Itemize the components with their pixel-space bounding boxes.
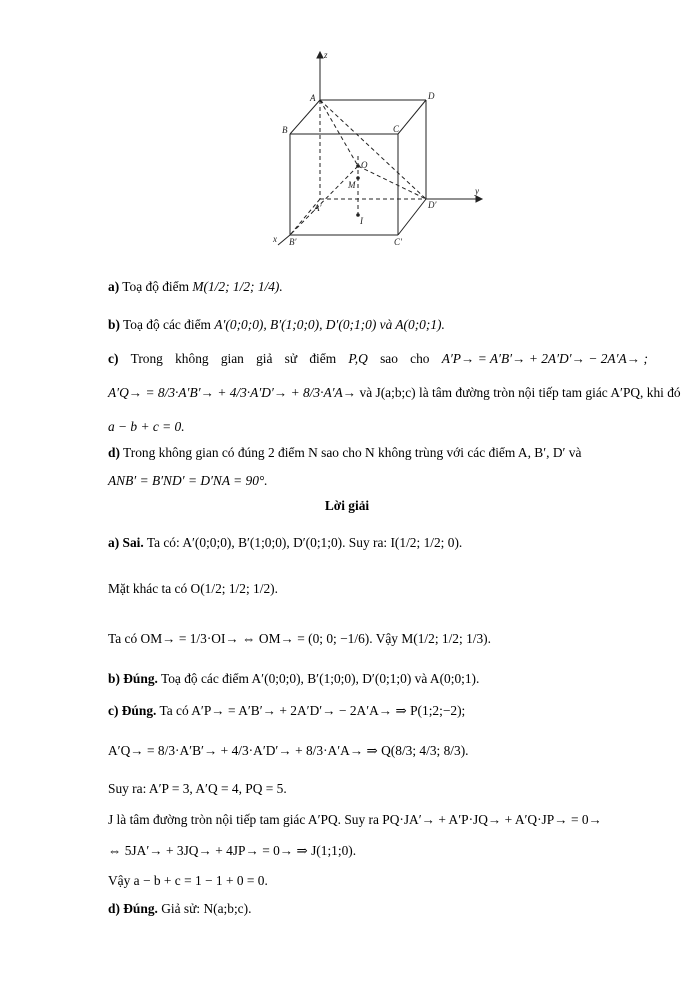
solution-c-line4: J là tâm đường tròn nội tiếp tam giác A′PQ. Suy ra PQ·JA′→ + A′P·JQ→ + A′Q·JP→ = 0→ [108, 812, 602, 827]
statement-a-text: Toạ độ điểm [122, 279, 190, 294]
statement-c-line2 [108, 384, 681, 401]
label-A1: A′ [314, 203, 322, 213]
edge-AB [290, 100, 320, 134]
statement-c-word: không [175, 351, 209, 366]
solution-a-line3: Ta có OM→ = 1/3·OI→ ⇔ OM→ = (0; 0; −1/6). Vậy M(1/2; 1/2; 1/3). [108, 631, 491, 646]
label-B1: B′ [289, 237, 297, 247]
solution-a-text1: Ta có: A′(0;0;0), B′(1;0;0), D′(0;1;0). Suy ra: I(1/2; 1/2; 0). [146, 535, 463, 550]
cube-diagram [262, 48, 492, 254]
statement-c-word: điểm [309, 351, 337, 366]
statement-c-label: c) [108, 351, 119, 366]
statement-c-expr3: a − b + c = 0. [108, 419, 185, 434]
solution-b-line [108, 670, 648, 687]
point-O [356, 164, 360, 168]
statement-c-word: cho [410, 351, 430, 366]
statement-d-line2 [108, 472, 648, 489]
solution-b-label: b) Đúng. [108, 671, 158, 686]
segment-MB1 [290, 166, 358, 235]
solution-a-line2: Mặt khác ta có O(1/2; 1/2; 1/2). [108, 581, 278, 596]
statement-c-line3 [108, 418, 648, 435]
z-axis-arrow [317, 52, 323, 58]
solution-c-line6: Vậy a − b + c = 1 − 1 + 0 = 0. [108, 873, 268, 888]
label-M: M [348, 180, 356, 190]
statement-b-expr: A′(0;0;0), B′(1;0;0), D′(0;1;0) và A(0;0;1). [214, 317, 445, 332]
statement-c-expr2: A′Q→ = 8/3·A′B′→ + 4/3·A′D′→ + 8/3·A′A→ [108, 385, 357, 400]
label-C: C [393, 124, 400, 134]
statement-c-word: giả [256, 351, 273, 366]
label-D1: D′ [428, 200, 437, 210]
edge-C1D1 [398, 199, 426, 235]
label-y: y [475, 186, 479, 196]
edge-DC [398, 100, 426, 134]
statement-b-label: b) [108, 317, 120, 332]
statement-b-text: Toạ độ các điểm [123, 317, 211, 332]
label-A: A [310, 93, 316, 103]
solution-c-line2: A′Q→ = 8/3·A′B′→ + 4/3·A′D′→ + 8/3·A′A→ ⇒ Q(8/3; 4/3; 8/3). [108, 743, 469, 758]
label-D: D [428, 91, 435, 101]
label-B: B [282, 125, 288, 135]
statement-d-line1 [108, 444, 648, 461]
solution-c-line3: Suy ra: A′P = 3, A′Q = 4, PQ = 5. [108, 781, 287, 796]
statement-a [108, 278, 648, 295]
solution-a-label: a) Sai. [108, 535, 144, 550]
label-O: O [361, 160, 368, 170]
solution-d-line [108, 900, 648, 917]
point-M [356, 176, 360, 180]
statement-d-expr: ANB′ = B′ND′ = D′NA = 90°. [108, 473, 268, 488]
solution-d-text: Giả sử: N(a;b;c). [161, 901, 252, 916]
statement-c-word: P,Q [348, 351, 368, 366]
solution-c-line5: ⇔ 5JA′→ + 3JQ→ + 4JP→ = 0→ ⇒ J(1;1;0). [108, 843, 357, 858]
solution-a-line1 [108, 534, 648, 551]
statement-c-word: sử [284, 351, 298, 366]
solution-c-text1: Ta có A′P→ = A′B′→ + 2A′D′→ − 2A′A→ ⇒ P(1;2;−2); [159, 703, 466, 718]
solution-c-label: c) Đúng. [108, 703, 157, 718]
statement-c-word: sao [380, 351, 398, 366]
solution-c-line1 [108, 702, 648, 719]
solution-b-text: Toạ độ các điểm A′(0;0;0), B′(1;0;0), D′(0;1;0) và A(0;0;1). [160, 671, 480, 686]
segment-AD1 [320, 100, 426, 199]
statement-c-expr1: A′P→ = A′B′→ + 2A′D′→ − 2A′A→ ; [441, 351, 648, 366]
label-I: I [360, 216, 363, 226]
statement-c-line1 [108, 350, 648, 367]
label-C1: C′ [394, 237, 402, 247]
statement-c-word: gian [220, 351, 244, 366]
segment-MD1 [358, 166, 426, 199]
statement-c-text2: và J(a;b;c) là tâm đường tròn nội tiếp tam giác A′PQ, khi đó [359, 385, 681, 400]
statement-a-expr: M(1/2; 1/2; 1/4). [192, 279, 283, 294]
label-z: z [324, 50, 328, 60]
statement-b [108, 316, 648, 333]
solution-d-label: d) Đúng. [108, 901, 158, 916]
statement-d-label: d) [108, 445, 120, 460]
segment-AM [320, 100, 358, 166]
cube-figure [262, 48, 492, 254]
y-axis-arrow [476, 196, 482, 202]
solution-title: Lời giải [324, 498, 370, 513]
statement-c-word: Trong [130, 351, 163, 366]
label-x: x [273, 234, 277, 244]
statement-a-label: a) [108, 279, 120, 294]
statement-d-text: Trong không gian có đúng 2 điểm N sao cho N không trùng với các điểm A, B′, D′ và [123, 445, 582, 460]
